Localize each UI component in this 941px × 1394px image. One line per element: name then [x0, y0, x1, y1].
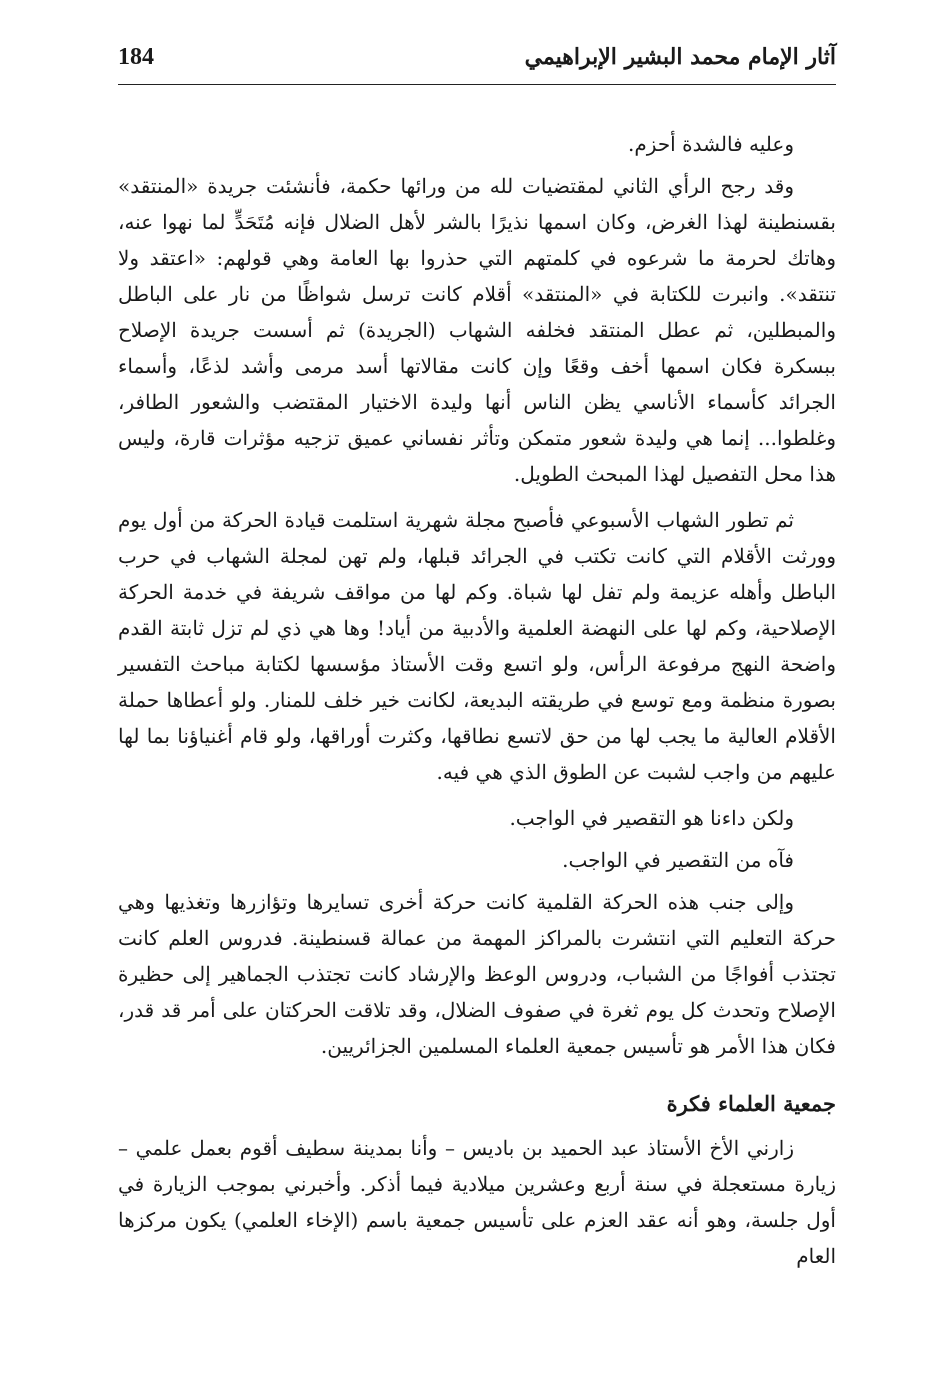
paragraph-2: وقد رجح الرأي الثاني لمقتضيات لله من ورائها حكمة، فأنشئت جريدة «المنتقد» بقسنطينة لهذا الغرض، وكان اسمها نذيرًا بالشر لأهل الضلال فإنه مُتَحَدٍّ لما نهوا عنه، وهاتك لحرمة ما شرعوه في كلمتهم التي حذروا بها العامة وهي قولهم: «اعتقد ولا تنتقد». وانبرت للكتابة في «المنتقد» أقلام كانت ترسل شواظًا من نار على الباطل والمبطلين، ثم عطل المنتقد فخلفه الشهاب (الجريدة) ثم أسست جريدة الإصلاح ببسكرة فكان اسمها أخف وقعًا وإن كانت مقالاتها أسد مرمى وأشد لذعًا، وأسماء الجرائد كأسماء الأناسي يظن الناس أنها وليدة الاختيار المقتضب والشعور الطافر، وغلطوا... إنما هي وليدة شعور متمكن وتأثر نفساني عميق تزجيه مؤثرات قارة، وليس هذا محل التفصيل لهذا المبحث الطويل.: [118, 174, 836, 486]
paragraph-6: وإلى جنب هذه الحركة القلمية كانت حركة أخرى تسايرها وتؤازرها وتغذيها وهي حركة التعليم التي انتشرت بالمراكز المهمة من عمالة قسنطينة. فدروس العلم كانت تجتذب أفواجًا من الشباب، ودروس الوعظ والإرشاد كانت تجتذب الجماهير إلى حظيرة الإصلاح وتحدث كل يوم ثغرة في صفوف الضلال، وقد تلاقت الحركتان على أمر قد قدر، فكان هذا الأمر هو تأسيس جمعية العلماء المسلمين الجزائريين.: [118, 890, 836, 1058]
section-paragraph: زارني الأخ الأستاذ عبد الحميد بن باديس – وأنا بمدينة سطيف أقوم بعمل علمي – زيارة مستعجلة في سنة أربع وعشرين ميلادية فيما أذكر. وأخبرني بموجب الزيارة في أول جلسة، وهو أنه عقد العزم على تأسيس جمعية باسم (الإخاء العلمي) يكون مركزها العام: [118, 1136, 836, 1268]
paragraph-3: ثم تطور الشهاب الأسبوعي فأصبح مجلة شهرية استلمت قيادة الحركة من أول يوم وورثت الأقلام التي كانت تكتب في الجرائد قبلها، ولم تهن لمجلة الشهاب في حرب الباطل وأهله عزيمة ولم تفل لها شباة. وكم لها من مواقف شريفة في خدمة الحركة الإصلاحية، وكم لها على النهضة العلمية والأدبية من أياد! وها هي ذي لم تزل ثابتة القدم واضحة النهج مرفوعة الرأس، ولو اتسع وقت الأستاذ مؤسسها لكتابة مباحث التفسير بصورة منظمة ومع توسع في طريقته البديعة، لكانت خير خلف للمنار. ولو أعطاها حملة الأقلام العالية ما يجب لها من حق لاتسع نطاقها، وكثرت أوراقها، ولو قام أغنياؤنا بما لها عليهم من واجب لشبت عن الطوق الذي هي فيه.: [118, 508, 837, 784]
paragraph-1: وعليه فالشدة أحزم.: [628, 132, 794, 156]
page-number: 184: [118, 44, 154, 70]
section-heading: جمعية العلماء فكرة: [666, 1091, 836, 1116]
paragraph-5: فآه من التقصير في الواجب.: [562, 848, 794, 872]
running-header: [118, 40, 836, 85]
paragraph-4: ولكن داءنا هو التقصير في الواجب.: [509, 806, 794, 830]
page-body: [118, 126, 836, 1284]
book-title: آثار الإمام محمد البشير الإبراهيمي: [524, 44, 836, 70]
